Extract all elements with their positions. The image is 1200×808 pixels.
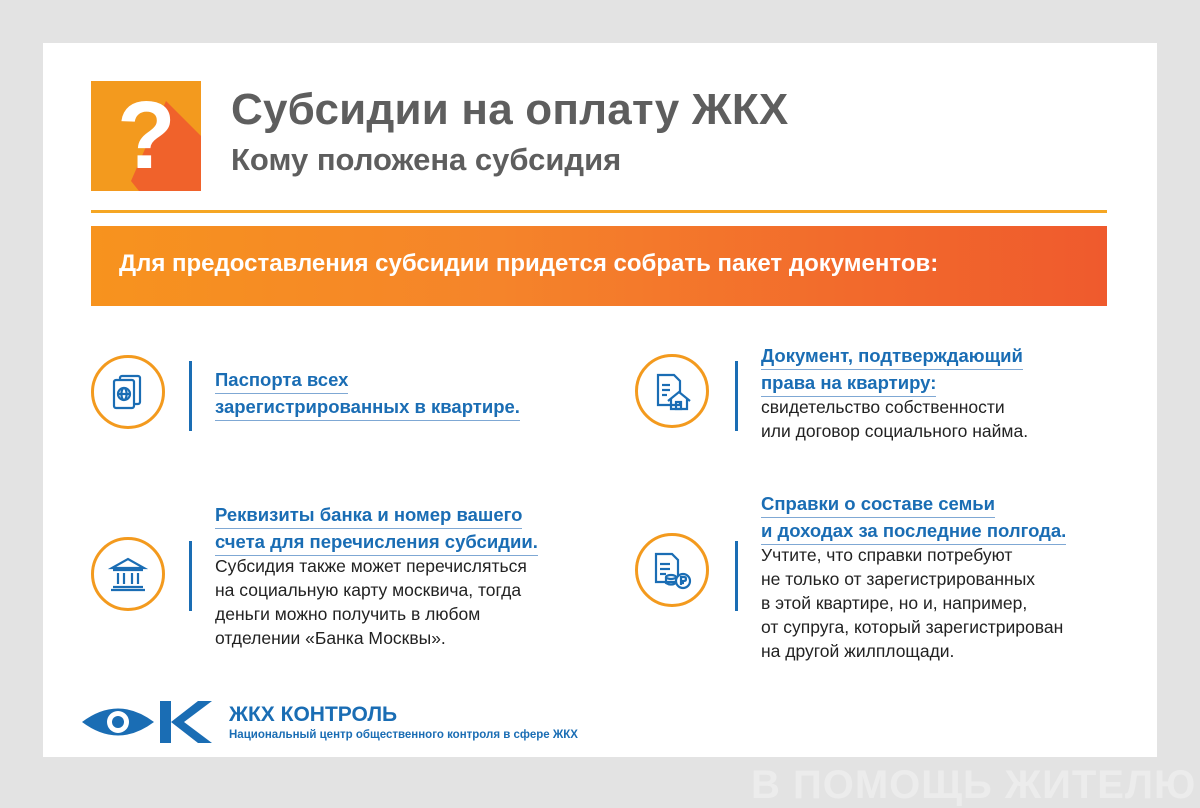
zhkh-kontrol-logo-icon xyxy=(80,699,220,745)
item-divider xyxy=(735,361,738,431)
heading-line: зарегистрированных в квартире. xyxy=(215,394,520,421)
watermark-text: В ПОМОЩЬ ЖИТЕЛЮ xyxy=(751,763,1197,807)
question-mark-badge xyxy=(91,81,201,191)
documents-banner xyxy=(91,226,1107,306)
passport-icon xyxy=(91,355,165,429)
item-divider xyxy=(189,361,192,431)
heading-line: Реквизиты банка и номер вашего xyxy=(215,502,522,529)
banner-text: Для предоставления субсидии придется собрать пакет документов: xyxy=(119,250,939,277)
divider-line xyxy=(91,210,1107,213)
page-title: Субсидии на оплату ЖКХ xyxy=(231,85,789,134)
item-heading-bank xyxy=(215,502,538,556)
heading-line: и доходах за последние полгода. xyxy=(761,518,1066,545)
heading-line: Паспорта всех xyxy=(215,367,348,394)
question-mark-glyph: ? xyxy=(117,82,176,189)
logo-tagline: Национальный центр общественного контроля в сфере ЖКХ xyxy=(229,729,578,741)
item-divider xyxy=(189,541,192,611)
item-divider xyxy=(735,541,738,611)
item-heading-ownership xyxy=(761,343,1023,397)
heading-line: права на квартиру: xyxy=(761,370,936,397)
logo-name: ЖКХ КОНТРОЛЬ xyxy=(229,703,398,726)
house-document-icon xyxy=(635,354,709,428)
item-body-ownership: свидетельство собственности или договор социального найма. xyxy=(761,397,1029,441)
item-heading-family xyxy=(761,491,1066,545)
page-subtitle: Кому положена субсидия xyxy=(231,142,622,177)
heading-line: Документ, подтверждающий xyxy=(761,343,1023,370)
heading-line: Справки о составе семьи xyxy=(761,491,995,518)
heading-line: счета для перечисления субсидии. xyxy=(215,529,538,556)
item-heading-passports xyxy=(215,367,520,421)
item-body-bank: Субсидия также может перечисляться на социальную карту москвича, тогда деньги можно получить в любом отделении «Банка Москвы». xyxy=(215,556,527,648)
income-document-icon xyxy=(635,533,709,607)
bank-icon xyxy=(91,537,165,611)
infographic-card xyxy=(43,43,1197,807)
item-body-family: Учтите, что справки потребуют не только от зарегистрированных в этой квартире, но и, например, от супруга, который зарегистрирован на другой жилплощади. xyxy=(761,545,1064,661)
